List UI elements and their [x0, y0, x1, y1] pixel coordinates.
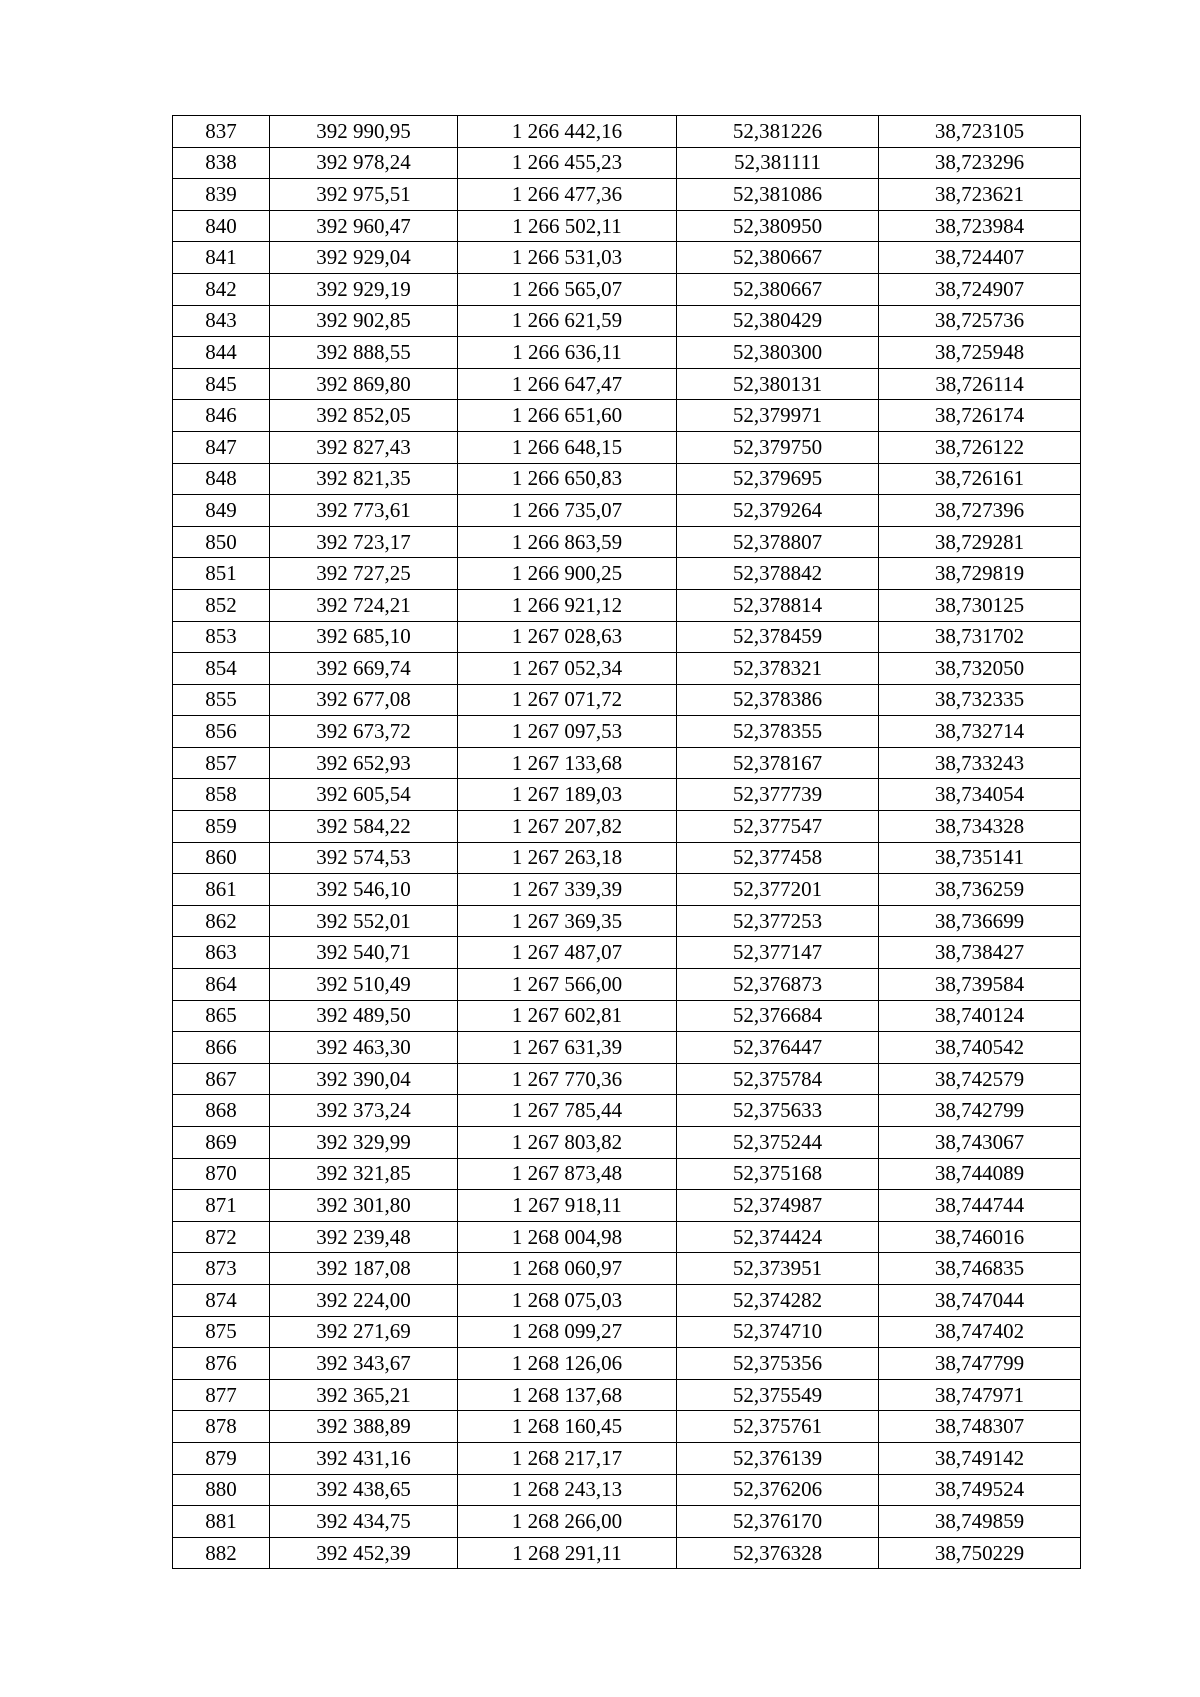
longitude-cell: 38,749859: [879, 1506, 1081, 1538]
point-number-cell: 848: [173, 463, 270, 495]
point-number-cell: 854: [173, 653, 270, 685]
longitude-cell: 38,725736: [879, 305, 1081, 337]
y-coordinate-cell: 1 266 455,23: [458, 147, 677, 179]
y-coordinate-cell: 1 267 369,35: [458, 905, 677, 937]
table-row: [173, 1095, 1081, 1127]
longitude-cell: 38,736699: [879, 905, 1081, 937]
latitude-cell: 52,377458: [677, 842, 879, 874]
table-row: [173, 1442, 1081, 1474]
longitude-cell: 38,730125: [879, 589, 1081, 621]
y-coordinate-cell: 1 267 207,82: [458, 811, 677, 843]
latitude-cell: 52,376139: [677, 1442, 879, 1474]
latitude-cell: 52,375633: [677, 1095, 879, 1127]
table-row: [173, 747, 1081, 779]
y-coordinate-cell: 1 266 735,07: [458, 495, 677, 527]
latitude-cell: 52,377547: [677, 811, 879, 843]
table-row: [173, 337, 1081, 369]
point-number-cell: 859: [173, 811, 270, 843]
longitude-cell: 38,729281: [879, 526, 1081, 558]
longitude-cell: 38,725948: [879, 337, 1081, 369]
point-number-cell: 869: [173, 1127, 270, 1159]
x-coordinate-cell: 392 929,04: [270, 242, 458, 274]
x-coordinate-cell: 392 685,10: [270, 621, 458, 653]
latitude-cell: 52,374282: [677, 1284, 879, 1316]
x-coordinate-cell: 392 869,80: [270, 368, 458, 400]
x-coordinate-cell: 392 373,24: [270, 1095, 458, 1127]
latitude-cell: 52,379695: [677, 463, 879, 495]
longitude-cell: 38,732335: [879, 684, 1081, 716]
y-coordinate-cell: 1 267 918,11: [458, 1190, 677, 1222]
y-coordinate-cell: 1 266 648,15: [458, 431, 677, 463]
point-number-cell: 871: [173, 1190, 270, 1222]
latitude-cell: 52,380429: [677, 305, 879, 337]
y-coordinate-cell: 1 268 217,17: [458, 1442, 677, 1474]
y-coordinate-cell: 1 267 803,82: [458, 1127, 677, 1159]
latitude-cell: 52,379750: [677, 431, 879, 463]
table-row: [173, 526, 1081, 558]
table-row: [173, 969, 1081, 1001]
longitude-cell: 38,723105: [879, 116, 1081, 148]
y-coordinate-cell: 1 266 647,47: [458, 368, 677, 400]
table-row: [173, 653, 1081, 685]
x-coordinate-cell: 392 673,72: [270, 716, 458, 748]
point-number-cell: 843: [173, 305, 270, 337]
point-number-cell: 855: [173, 684, 270, 716]
latitude-cell: 52,380300: [677, 337, 879, 369]
y-coordinate-cell: 1 266 502,11: [458, 210, 677, 242]
x-coordinate-cell: 392 388,89: [270, 1411, 458, 1443]
x-coordinate-cell: 392 390,04: [270, 1063, 458, 1095]
x-coordinate-cell: 392 773,61: [270, 495, 458, 527]
longitude-cell: 38,749524: [879, 1474, 1081, 1506]
point-number-cell: 844: [173, 337, 270, 369]
point-number-cell: 863: [173, 937, 270, 969]
point-number-cell: 880: [173, 1474, 270, 1506]
latitude-cell: 52,375244: [677, 1127, 879, 1159]
x-coordinate-cell: 392 677,08: [270, 684, 458, 716]
latitude-cell: 52,378807: [677, 526, 879, 558]
latitude-cell: 52,376170: [677, 1506, 879, 1538]
longitude-cell: 38,744089: [879, 1158, 1081, 1190]
longitude-cell: 38,732714: [879, 716, 1081, 748]
latitude-cell: 52,376206: [677, 1474, 879, 1506]
point-number-cell: 879: [173, 1442, 270, 1474]
y-coordinate-cell: 1 268 291,11: [458, 1537, 677, 1569]
y-coordinate-cell: 1 268 137,68: [458, 1379, 677, 1411]
y-coordinate-cell: 1 266 565,07: [458, 273, 677, 305]
longitude-cell: 38,744744: [879, 1190, 1081, 1222]
point-number-cell: 877: [173, 1379, 270, 1411]
table-row: [173, 116, 1081, 148]
longitude-cell: 38,723296: [879, 147, 1081, 179]
x-coordinate-cell: 392 652,93: [270, 747, 458, 779]
y-coordinate-cell: 1 268 266,00: [458, 1506, 677, 1538]
table-row: [173, 273, 1081, 305]
latitude-cell: 52,378459: [677, 621, 879, 653]
point-number-cell: 847: [173, 431, 270, 463]
x-coordinate-cell: 392 301,80: [270, 1190, 458, 1222]
y-coordinate-cell: 1 267 071,72: [458, 684, 677, 716]
y-coordinate-cell: 1 268 060,97: [458, 1253, 677, 1285]
latitude-cell: 52,378842: [677, 558, 879, 590]
table-row: [173, 1411, 1081, 1443]
table-row: [173, 1316, 1081, 1348]
table-row: [173, 1253, 1081, 1285]
x-coordinate-cell: 392 727,25: [270, 558, 458, 590]
table-row: [173, 1379, 1081, 1411]
latitude-cell: 52,378355: [677, 716, 879, 748]
table-row: [173, 1284, 1081, 1316]
point-number-cell: 878: [173, 1411, 270, 1443]
y-coordinate-cell: 1 266 900,25: [458, 558, 677, 590]
x-coordinate-cell: 392 452,39: [270, 1537, 458, 1569]
x-coordinate-cell: 392 852,05: [270, 400, 458, 432]
longitude-cell: 38,726174: [879, 400, 1081, 432]
y-coordinate-cell: 1 267 873,48: [458, 1158, 677, 1190]
y-coordinate-cell: 1 267 263,18: [458, 842, 677, 874]
longitude-cell: 38,729819: [879, 558, 1081, 590]
table-row: [173, 305, 1081, 337]
latitude-cell: 52,381086: [677, 179, 879, 211]
table-row: [173, 1190, 1081, 1222]
point-number-cell: 849: [173, 495, 270, 527]
point-number-cell: 881: [173, 1506, 270, 1538]
latitude-cell: 52,378386: [677, 684, 879, 716]
x-coordinate-cell: 392 605,54: [270, 779, 458, 811]
latitude-cell: 52,377201: [677, 874, 879, 906]
y-coordinate-cell: 1 266 921,12: [458, 589, 677, 621]
table-row: [173, 558, 1081, 590]
table-row: [173, 1032, 1081, 1064]
table-row: [173, 242, 1081, 274]
x-coordinate-cell: 392 271,69: [270, 1316, 458, 1348]
y-coordinate-cell: 1 267 339,39: [458, 874, 677, 906]
y-coordinate-cell: 1 267 487,07: [458, 937, 677, 969]
x-coordinate-cell: 392 574,53: [270, 842, 458, 874]
table-row: [173, 1221, 1081, 1253]
point-number-cell: 870: [173, 1158, 270, 1190]
latitude-cell: 52,376328: [677, 1537, 879, 1569]
longitude-cell: 38,742799: [879, 1095, 1081, 1127]
latitude-cell: 52,381111: [677, 147, 879, 179]
y-coordinate-cell: 1 266 531,03: [458, 242, 677, 274]
table-row: [173, 621, 1081, 653]
x-coordinate-cell: 392 463,30: [270, 1032, 458, 1064]
latitude-cell: 52,374710: [677, 1316, 879, 1348]
table-row: [173, 463, 1081, 495]
coordinates-table-body: [173, 116, 1081, 1569]
point-number-cell: 867: [173, 1063, 270, 1095]
y-coordinate-cell: 1 266 863,59: [458, 526, 677, 558]
y-coordinate-cell: 1 267 566,00: [458, 969, 677, 1001]
x-coordinate-cell: 392 239,48: [270, 1221, 458, 1253]
latitude-cell: 52,379264: [677, 495, 879, 527]
point-number-cell: 841: [173, 242, 270, 274]
x-coordinate-cell: 392 329,99: [270, 1127, 458, 1159]
point-number-cell: 861: [173, 874, 270, 906]
y-coordinate-cell: 1 267 097,53: [458, 716, 677, 748]
y-coordinate-cell: 1 267 133,68: [458, 747, 677, 779]
latitude-cell: 52,376684: [677, 1000, 879, 1032]
longitude-cell: 38,747402: [879, 1316, 1081, 1348]
point-number-cell: 856: [173, 716, 270, 748]
longitude-cell: 38,732050: [879, 653, 1081, 685]
y-coordinate-cell: 1 267 785,44: [458, 1095, 677, 1127]
x-coordinate-cell: 392 489,50: [270, 1000, 458, 1032]
latitude-cell: 52,378167: [677, 747, 879, 779]
table-row: [173, 400, 1081, 432]
y-coordinate-cell: 1 266 636,11: [458, 337, 677, 369]
table-row: [173, 1348, 1081, 1380]
latitude-cell: 52,375356: [677, 1348, 879, 1380]
x-coordinate-cell: 392 584,22: [270, 811, 458, 843]
table-row: [173, 1474, 1081, 1506]
latitude-cell: 52,377147: [677, 937, 879, 969]
point-number-cell: 866: [173, 1032, 270, 1064]
latitude-cell: 52,374424: [677, 1221, 879, 1253]
point-number-cell: 874: [173, 1284, 270, 1316]
x-coordinate-cell: 392 224,00: [270, 1284, 458, 1316]
table-row: [173, 179, 1081, 211]
x-coordinate-cell: 392 888,55: [270, 337, 458, 369]
table-row: [173, 147, 1081, 179]
y-coordinate-cell: 1 266 651,60: [458, 400, 677, 432]
y-coordinate-cell: 1 267 631,39: [458, 1032, 677, 1064]
x-coordinate-cell: 392 929,19: [270, 273, 458, 305]
latitude-cell: 52,375784: [677, 1063, 879, 1095]
table-row: [173, 1127, 1081, 1159]
y-coordinate-cell: 1 267 052,34: [458, 653, 677, 685]
x-coordinate-cell: 392 902,85: [270, 305, 458, 337]
x-coordinate-cell: 392 365,21: [270, 1379, 458, 1411]
longitude-cell: 38,750229: [879, 1537, 1081, 1569]
longitude-cell: 38,746835: [879, 1253, 1081, 1285]
x-coordinate-cell: 392 724,21: [270, 589, 458, 621]
y-coordinate-cell: 1 268 160,45: [458, 1411, 677, 1443]
longitude-cell: 38,740542: [879, 1032, 1081, 1064]
table-row: [173, 1158, 1081, 1190]
longitude-cell: 38,749142: [879, 1442, 1081, 1474]
latitude-cell: 52,378321: [677, 653, 879, 685]
table-row: [173, 495, 1081, 527]
y-coordinate-cell: 1 267 189,03: [458, 779, 677, 811]
y-coordinate-cell: 1 266 442,16: [458, 116, 677, 148]
longitude-cell: 38,747971: [879, 1379, 1081, 1411]
table-row: [173, 210, 1081, 242]
x-coordinate-cell: 392 821,35: [270, 463, 458, 495]
point-number-cell: 837: [173, 116, 270, 148]
longitude-cell: 38,733243: [879, 747, 1081, 779]
table-row: [173, 1063, 1081, 1095]
table-row: [173, 1000, 1081, 1032]
table-row: [173, 716, 1081, 748]
y-coordinate-cell: 1 267 770,36: [458, 1063, 677, 1095]
x-coordinate-cell: 392 343,67: [270, 1348, 458, 1380]
x-coordinate-cell: 392 552,01: [270, 905, 458, 937]
latitude-cell: 52,378814: [677, 589, 879, 621]
latitude-cell: 52,377253: [677, 905, 879, 937]
longitude-cell: 38,734054: [879, 779, 1081, 811]
longitude-cell: 38,726122: [879, 431, 1081, 463]
x-coordinate-cell: 392 990,95: [270, 116, 458, 148]
point-number-cell: 851: [173, 558, 270, 590]
latitude-cell: 52,376447: [677, 1032, 879, 1064]
latitude-cell: 52,376873: [677, 969, 879, 1001]
point-number-cell: 882: [173, 1537, 270, 1569]
point-number-cell: 838: [173, 147, 270, 179]
longitude-cell: 38,738427: [879, 937, 1081, 969]
y-coordinate-cell: 1 268 004,98: [458, 1221, 677, 1253]
longitude-cell: 38,746016: [879, 1221, 1081, 1253]
table-row: [173, 905, 1081, 937]
latitude-cell: 52,375168: [677, 1158, 879, 1190]
longitude-cell: 38,739584: [879, 969, 1081, 1001]
x-coordinate-cell: 392 546,10: [270, 874, 458, 906]
table-row: [173, 368, 1081, 400]
point-number-cell: 840: [173, 210, 270, 242]
point-number-cell: 862: [173, 905, 270, 937]
x-coordinate-cell: 392 321,85: [270, 1158, 458, 1190]
point-number-cell: 857: [173, 747, 270, 779]
table-row: [173, 431, 1081, 463]
longitude-cell: 38,723984: [879, 210, 1081, 242]
x-coordinate-cell: 392 434,75: [270, 1506, 458, 1538]
table-row: [173, 1506, 1081, 1538]
latitude-cell: 52,375761: [677, 1411, 879, 1443]
y-coordinate-cell: 1 268 099,27: [458, 1316, 677, 1348]
table-row: [173, 842, 1081, 874]
longitude-cell: 38,726114: [879, 368, 1081, 400]
y-coordinate-cell: 1 267 028,63: [458, 621, 677, 653]
longitude-cell: 38,747799: [879, 1348, 1081, 1380]
x-coordinate-cell: 392 669,74: [270, 653, 458, 685]
coordinates-table: [172, 115, 1081, 1569]
point-number-cell: 852: [173, 589, 270, 621]
x-coordinate-cell: 392 827,43: [270, 431, 458, 463]
table-row: [173, 811, 1081, 843]
longitude-cell: 38,731702: [879, 621, 1081, 653]
x-coordinate-cell: 392 187,08: [270, 1253, 458, 1285]
table-row: [173, 684, 1081, 716]
latitude-cell: 52,380667: [677, 242, 879, 274]
longitude-cell: 38,747044: [879, 1284, 1081, 1316]
latitude-cell: 52,381226: [677, 116, 879, 148]
point-number-cell: 845: [173, 368, 270, 400]
table-row: [173, 937, 1081, 969]
y-coordinate-cell: 1 266 477,36: [458, 179, 677, 211]
latitude-cell: 52,377739: [677, 779, 879, 811]
x-coordinate-cell: 392 438,65: [270, 1474, 458, 1506]
x-coordinate-cell: 392 723,17: [270, 526, 458, 558]
longitude-cell: 38,726161: [879, 463, 1081, 495]
point-number-cell: 846: [173, 400, 270, 432]
x-coordinate-cell: 392 960,47: [270, 210, 458, 242]
point-number-cell: 858: [173, 779, 270, 811]
y-coordinate-cell: 1 267 602,81: [458, 1000, 677, 1032]
y-coordinate-cell: 1 268 126,06: [458, 1348, 677, 1380]
longitude-cell: 38,748307: [879, 1411, 1081, 1443]
y-coordinate-cell: 1 268 243,13: [458, 1474, 677, 1506]
latitude-cell: 52,380131: [677, 368, 879, 400]
point-number-cell: 868: [173, 1095, 270, 1127]
point-number-cell: 860: [173, 842, 270, 874]
latitude-cell: 52,380667: [677, 273, 879, 305]
latitude-cell: 52,373951: [677, 1253, 879, 1285]
longitude-cell: 38,734328: [879, 811, 1081, 843]
longitude-cell: 38,743067: [879, 1127, 1081, 1159]
x-coordinate-cell: 392 978,24: [270, 147, 458, 179]
x-coordinate-cell: 392 540,71: [270, 937, 458, 969]
latitude-cell: 52,380950: [677, 210, 879, 242]
point-number-cell: 865: [173, 1000, 270, 1032]
point-number-cell: 839: [173, 179, 270, 211]
y-coordinate-cell: 1 266 650,83: [458, 463, 677, 495]
latitude-cell: 52,375549: [677, 1379, 879, 1411]
y-coordinate-cell: 1 268 075,03: [458, 1284, 677, 1316]
table-row: [173, 589, 1081, 621]
y-coordinate-cell: 1 266 621,59: [458, 305, 677, 337]
point-number-cell: 872: [173, 1221, 270, 1253]
point-number-cell: 875: [173, 1316, 270, 1348]
latitude-cell: 52,374987: [677, 1190, 879, 1222]
table-row: [173, 874, 1081, 906]
point-number-cell: 873: [173, 1253, 270, 1285]
point-number-cell: 850: [173, 526, 270, 558]
longitude-cell: 38,742579: [879, 1063, 1081, 1095]
point-number-cell: 853: [173, 621, 270, 653]
latitude-cell: 52,379971: [677, 400, 879, 432]
table-row: [173, 1537, 1081, 1569]
x-coordinate-cell: 392 510,49: [270, 969, 458, 1001]
longitude-cell: 38,740124: [879, 1000, 1081, 1032]
longitude-cell: 38,735141: [879, 842, 1081, 874]
point-number-cell: 842: [173, 273, 270, 305]
point-number-cell: 876: [173, 1348, 270, 1380]
x-coordinate-cell: 392 975,51: [270, 179, 458, 211]
longitude-cell: 38,724407: [879, 242, 1081, 274]
point-number-cell: 864: [173, 969, 270, 1001]
longitude-cell: 38,723621: [879, 179, 1081, 211]
x-coordinate-cell: 392 431,16: [270, 1442, 458, 1474]
longitude-cell: 38,736259: [879, 874, 1081, 906]
longitude-cell: 38,727396: [879, 495, 1081, 527]
table-row: [173, 779, 1081, 811]
longitude-cell: 38,724907: [879, 273, 1081, 305]
